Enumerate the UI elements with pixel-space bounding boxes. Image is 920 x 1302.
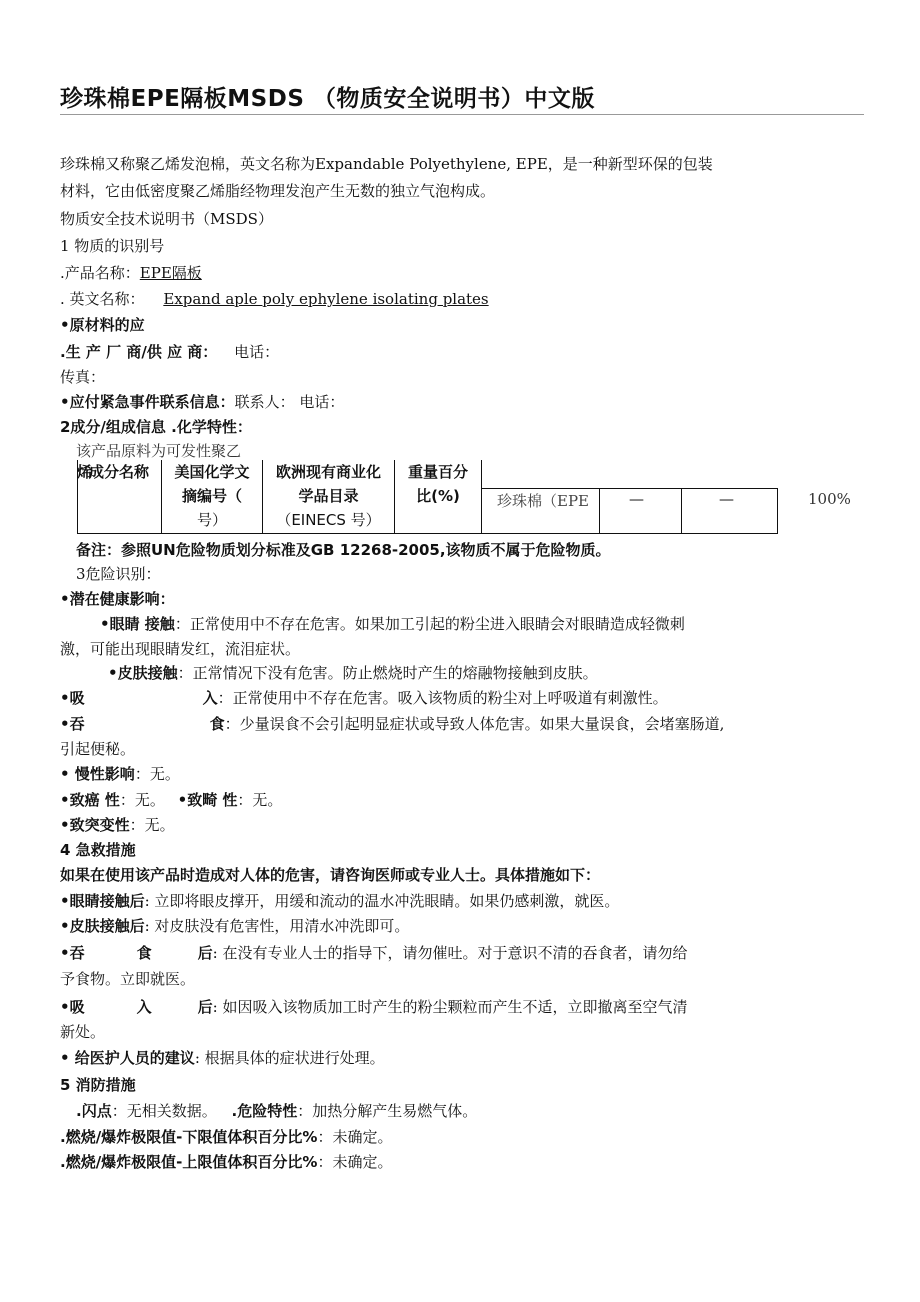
header-cas-line-3: 号） xyxy=(196,511,227,529)
skin-contact-label: •皮肤接触 xyxy=(108,664,178,682)
carcinogenic-label: •致癌 性 xyxy=(60,791,120,809)
msds-heading: 物质安全技术说明书（MSDS） xyxy=(60,210,273,228)
medical-advice-text: : 根据具体的症状进行处理。 xyxy=(194,1049,385,1067)
first-aid-eye-text: : 立即将眼皮撑开，用缓和流动的温水冲洗眼睛。如果仍感刺激，就医。 xyxy=(144,892,620,910)
producer-phone: 电话： xyxy=(234,343,280,361)
ingestion-text-2: 引起便秘。 xyxy=(60,740,136,758)
flash-point-row xyxy=(76,1100,477,1121)
carcinogenic-text: ：无。 xyxy=(119,791,165,809)
inhalation-label-1: •吸 xyxy=(60,689,85,707)
first-aid-eye-row xyxy=(60,890,619,911)
chronic-label: • 慢性影响 xyxy=(60,765,135,783)
section-1-heading: 1 物质的识别号 xyxy=(60,237,165,255)
upper-limit-label: .燃烧/爆炸极限值-上限值体积百分比% xyxy=(60,1153,318,1171)
teratogenic-text: ：无。 xyxy=(237,791,283,809)
first-aid-ingestion-label-2: 食 xyxy=(136,944,152,962)
ingestion-text: ：少量误食不会引起明显症状或导致人体危害。如果大量误食，会堵塞肠道, xyxy=(224,715,725,733)
flash-point-label: .闪点 xyxy=(76,1102,112,1120)
table-border-col6 xyxy=(681,488,682,534)
table-border-col4 xyxy=(481,460,482,534)
emergency-value: 联系人： 电话： xyxy=(234,393,345,411)
eye-contact-text-2: 激，可能出现眼睛发红，流泪症状。 xyxy=(60,640,301,658)
table-border-col7 xyxy=(777,488,778,534)
intro-line-2: 材料，它由低密度聚乙烯脂经物理发泡产生无数的独立气泡构成。 xyxy=(60,182,496,200)
eye-contact-text: ：正常使用中不存在危害。如果加工引起的粉尘进入眼睛会对眼睛造成轻微刺 xyxy=(174,615,685,633)
header-weight-percent xyxy=(395,460,481,508)
mutagenic-text: ：无。 xyxy=(129,816,175,834)
first-aid-inhalation-label-1: •吸 xyxy=(60,998,85,1016)
first-aid-inhalation-text-2: 新处。 xyxy=(60,1023,106,1041)
first-aid-inhalation-text: : 如因吸入该物质加工时产生的粉尘颗粒而产生不适，立即撤离至空气清 xyxy=(212,998,688,1016)
title-rule xyxy=(60,114,864,115)
row-component-name: 珍珠棉（EPE xyxy=(497,492,589,510)
skin-contact-row xyxy=(108,662,598,683)
header-cas-number xyxy=(162,460,262,532)
header-einecs-line-2: 学品目录 xyxy=(298,487,359,505)
header-einecs-line-1: 欧洲现有商业化 xyxy=(275,463,381,481)
first-aid-eye-label: •眼睛接触后 xyxy=(60,892,145,910)
english-name-label: . 英文名称： xyxy=(60,290,145,308)
hazard-property-text: ：加热分解产生易燃气体。 xyxy=(297,1102,478,1120)
inhalation-text: ：正常使用中不存在危害。吸入该物质的粉尘对上呼吸道有刺激性。 xyxy=(217,689,668,707)
first-aid-inhalation-row xyxy=(60,996,687,1017)
first-aid-ingestion-text-2: 予食物。立即就医。 xyxy=(60,970,196,988)
medical-advice-row xyxy=(60,1047,385,1068)
row-einecs-value: — xyxy=(719,490,734,508)
first-aid-inhalation-label-2: 入 xyxy=(136,998,152,1016)
document-title: 珍珠棉EPE隔板MSDS （物质安全说明书）中文版 xyxy=(60,86,595,112)
header-einecs-line-3: （EINECS 号） xyxy=(276,511,381,529)
table-border-col5 xyxy=(599,488,600,534)
header-cas-line-2: 摘编号（ xyxy=(181,487,242,505)
first-aid-ingestion-label-3: 后 xyxy=(197,944,213,962)
section-3-heading: 3危险识别： xyxy=(76,565,161,583)
header-weight-line-2: 比(%) xyxy=(416,487,460,505)
header-cas-line-1: 美国化学文 xyxy=(174,463,250,481)
teratogenic-label: •致畸 性 xyxy=(177,791,238,809)
section-2-heading: 2成分/组成信息 .化学特性： xyxy=(60,418,252,436)
chronic-text: ：无。 xyxy=(134,765,180,783)
lower-limit-text: ：未确定。 xyxy=(317,1128,393,1146)
section-4-intro: 如果在使用该产品时造成对人体的危害，请咨询医师或专业人士。具体措施如下： xyxy=(60,866,601,884)
eye-contact-label: •眼睛 接触 xyxy=(100,615,175,633)
first-aid-skin-row xyxy=(60,915,409,936)
row-cas-value: — xyxy=(629,490,644,508)
ingestion-row xyxy=(60,713,724,734)
medical-advice-label: • 给医护人员的建议 xyxy=(60,1049,195,1067)
skin-contact-text: ：正常情况下没有危害。防止燃烧时产生的熔融物接触到皮肤。 xyxy=(177,664,598,682)
raw-material: •原材料的应 xyxy=(60,316,145,334)
product-name-value: EPE隔板 xyxy=(139,264,202,282)
producer-label: .生 产 厂 商/供 应 商： xyxy=(60,343,218,361)
ingestion-label-2: 食 xyxy=(209,715,225,733)
header-component-name xyxy=(77,460,161,484)
first-aid-ingestion-label-1: •吞 xyxy=(60,944,85,962)
header-component-prefix: 烯 xyxy=(77,463,93,481)
first-aid-inhalation-label-3: 后 xyxy=(197,998,213,1016)
emergency-row xyxy=(60,391,344,412)
inhalation-label-2: 入 xyxy=(202,689,218,707)
chronic-row xyxy=(60,763,180,784)
table-border-row-top xyxy=(481,488,778,489)
table-border-bottom xyxy=(77,533,778,534)
inhalation-row xyxy=(60,687,668,708)
product-name-label: .产品名称： xyxy=(60,264,140,282)
header-weight-line-1: 重量百分 xyxy=(407,463,468,481)
product-name-row xyxy=(60,262,202,283)
first-aid-skin-text: : 对皮肤没有危害性，用清水冲洗即可。 xyxy=(144,917,410,935)
english-name-value: Expand aple poly ephylene isolating plates xyxy=(163,290,489,308)
header-component-label: 成分名称 xyxy=(88,463,149,481)
lower-limit-row xyxy=(60,1126,392,1147)
fax: 传真： xyxy=(60,368,106,386)
ingestion-label-1: •吞 xyxy=(60,715,85,733)
row-weight-value: 100% xyxy=(808,490,851,508)
first-aid-skin-label: •皮肤接触后 xyxy=(60,917,145,935)
section-4-heading: 4 急救措施 xyxy=(60,841,136,859)
emergency-label: •应付紧急事件联系信息： xyxy=(60,393,235,411)
section-5-heading: 5 消防措施 xyxy=(60,1076,136,1094)
first-aid-ingestion-row xyxy=(60,942,687,963)
english-name-row xyxy=(60,288,489,309)
eye-contact-row xyxy=(100,613,685,634)
hazard-property-label: .危险特性 xyxy=(231,1102,298,1120)
producer-row xyxy=(60,341,279,362)
composition-note: 该产品原料为可发性聚乙 xyxy=(76,442,242,460)
first-aid-ingestion-text: : 在没有专业人士的指导下，请勿催吐。对于意识不清的吞食者，请勿给 xyxy=(212,944,688,962)
health-heading: •潜在健康影响： xyxy=(60,590,175,608)
flash-point-text: ：无相关数据。 xyxy=(111,1102,217,1120)
header-einecs xyxy=(263,460,394,532)
upper-limit-row xyxy=(60,1151,392,1172)
upper-limit-text: ：未确定。 xyxy=(317,1153,393,1171)
intro-line-1: 珍珠棉又称聚乙烯发泡棉，英文名称为Expandable Polyethylene, EPE，是一种新型环保的包装 xyxy=(60,155,713,173)
carcinogenic-row xyxy=(60,789,282,810)
mutagenic-label: •致突变性 xyxy=(60,816,130,834)
table-note: 备注：参照UN危险物质划分标准及GB 12268-2005,该物质不属于危险物质。 xyxy=(76,541,611,559)
lower-limit-label: .燃烧/爆炸极限值-下限值体积百分比% xyxy=(60,1128,318,1146)
mutagenic-row xyxy=(60,814,175,835)
